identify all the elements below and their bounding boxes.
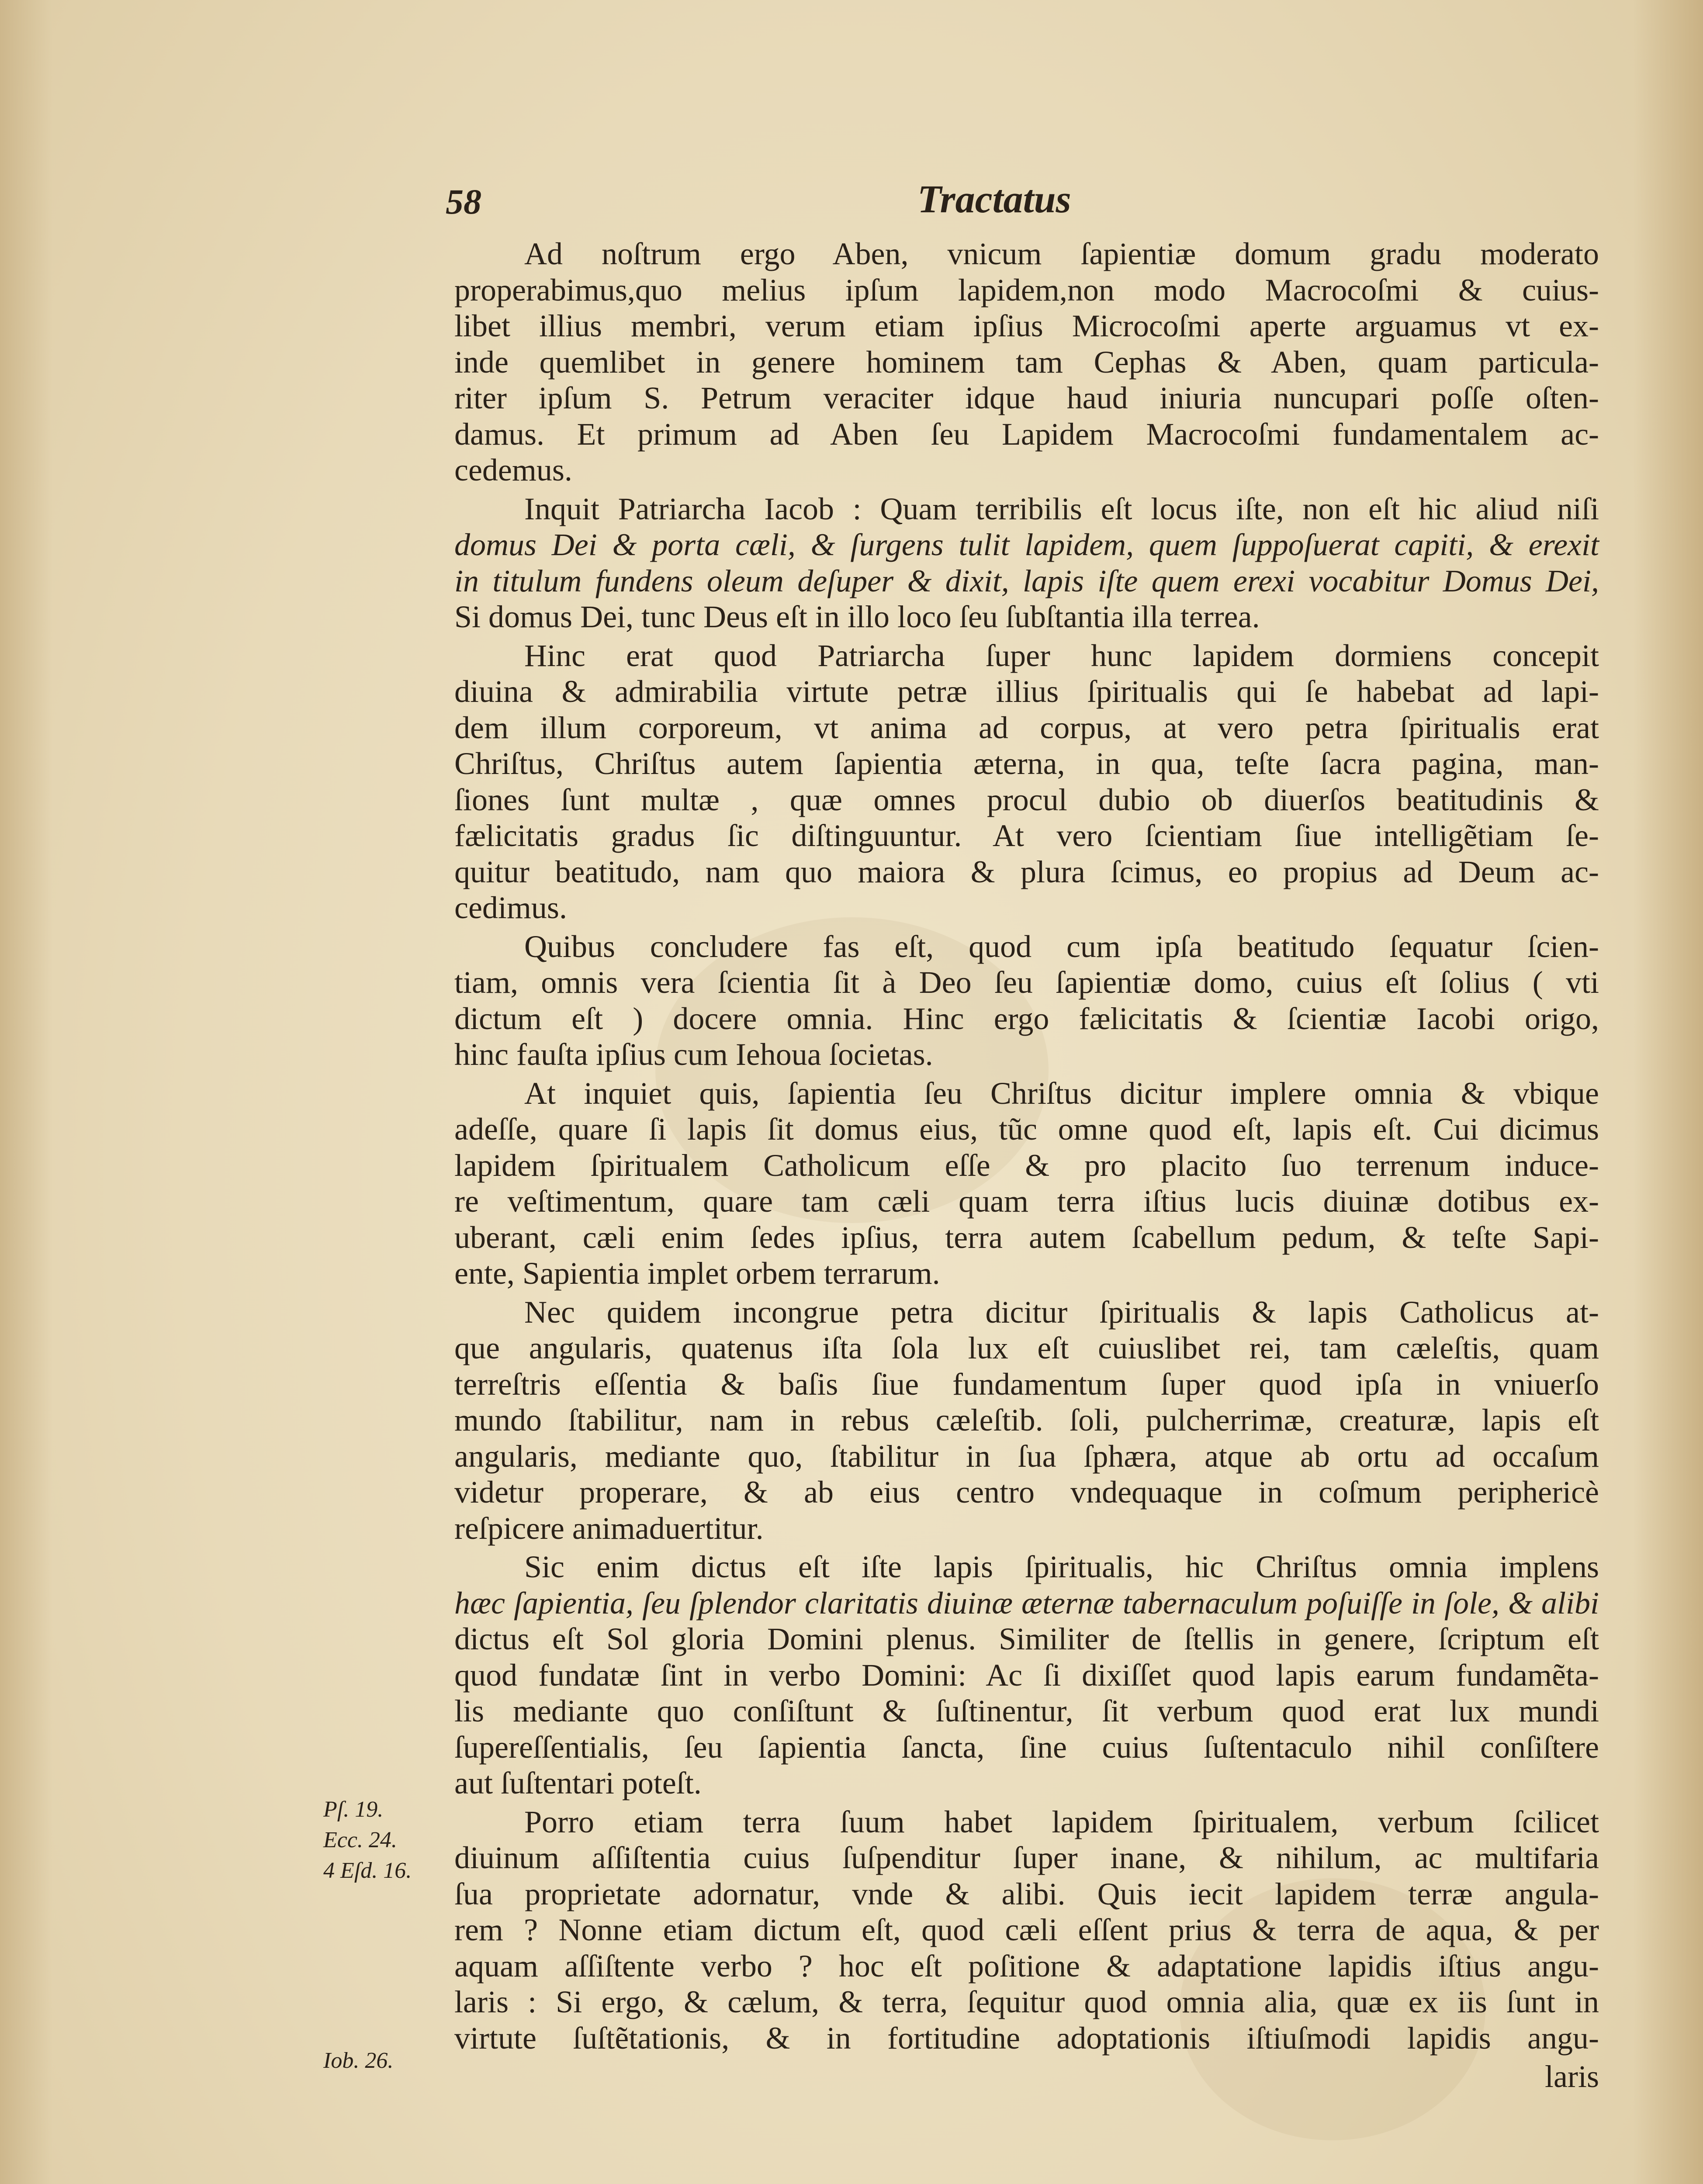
text-line: in titulum fundens oleum deſuper & dixit, lapis iſte quem erexi vocabitur Domus Dei, [454,563,1599,598]
text-line: fælicitatis gradus ſic diſtinguuntur. At vero ſcientiam ſiue intelligẽtiam ſe- [454,818,1599,853]
text-line: tiam, omnis vera ſcientia ſit à Deo ſeu ſapientiæ domo, cuius eſt ſolius ( vti [454,965,1599,1000]
paragraph [454,929,1599,1073]
text-line: uberant, cæli enim ſedes ipſius, terra autem ſcabellum pedum, & teſte Sapi- [454,1220,1599,1255]
text-line: domus Dei & porta cæli, & ſurgens tulit lapidem, quem ſuppoſuerat capiti, & erexit [454,527,1599,562]
text-line: libet illius membri, verum etiam ipſius Microcoſmi aperte arguamus vt ex- [454,308,1599,343]
text-line: mundo ſtabilitur, nam in rebus cæleſtib. ſoli, pulcherrimæ, creaturæ, lapis eſt [454,1403,1599,1438]
running-title: Tractatus [917,178,1071,221]
text-line: hæc ſapientia, ſeu ſplendor claritatis diuinæ æternæ tabernaculum poſuiſſe in ſole, & alibi [454,1585,1599,1621]
text-line: Ad noſtrum ergo Aben, vnicum ſapientiæ domum gradu moderato [524,236,1599,271]
text-line: quod fundatæ ſint in verbo Domini: Ac ſi dixiſſet quod lapis earum fundamẽta- [454,1657,1599,1693]
body-text [454,236,1599,2095]
text-line: laris : Si ergo, & cælum, & terra, ſequitur quod omnia alia, quæ ex iis ſunt in [454,1984,1599,2019]
text-line: diuina & admirabilia virtute petræ illius ſpiritualis qui ſe habebat ad lapi- [454,674,1599,709]
paragraph [454,638,1599,926]
text-line: quitur beatitudo, nam quo maiora & plura ſcimus, eo propius ad Deum ac- [454,854,1599,889]
text-line: Quibus concludere fas eſt, quod cum ipſa beatitudo ſequatur ſcien- [524,929,1599,964]
paragraph [454,491,1599,635]
text-line: rem ? Nonne etiam dictum eſt, quod cæli eſſent prius & terra de aqua, & per [454,1912,1599,1947]
paragraph [454,1804,1599,2056]
text-line: ente, Sapientia implet orbem terrarum. [454,1256,940,1291]
paragraph [454,1549,1599,1801]
text-line: diuinum aſſiſtentia cuius ſuſpenditur ſuper inane, & nihilum, ac multifaria [454,1840,1599,1875]
text-line: dictum eſt ) docere omnia. Hinc ergo fælicitatis & ſcientiæ Iacobi origo, [454,1001,1599,1036]
text-line: riter ipſum S. Petrum veraciter idque haud iniuria nuncupari poſſe oſten- [454,380,1599,415]
text-line: dictus eſt Sol gloria Domini plenus. Similiter de ſtellis in genere, ſcriptum eſt [454,1621,1599,1656]
text-line: lis mediante quo conſiſtunt & ſuſtinentur, ſit verbum quod erat lux mundi [454,1693,1599,1728]
text-line: cedemus. [454,453,572,487]
text-line: damus. Et primum ad Aben ſeu Lapidem Macrocoſmi fundamentalem ac- [454,416,1599,452]
text-line: At inquiet quis, ſapientia ſeu Chriſtus dicitur implere omnia & vbique [524,1075,1599,1111]
text-line: Porro etiam terra ſuum habet lapidem ſpiritualem, verbum ſcilicet [524,1804,1599,1839]
text-line: ſiones ſunt multæ , quæ omnes procul dubio ob diuerſos beatitudinis & [454,782,1599,817]
page-header [446,177,1616,225]
page-number: 58 [446,182,481,221]
text-line: aquam aſſiſtente verbo ? hoc eſt poſitione & adaptatione lapidis iſtius angu- [454,1948,1599,1984]
page-edge-shadow-left [0,0,52,2184]
text-line: reſpicere animaduertitur. [454,1510,764,1546]
text-line: ſua proprietate adornatur, vnde & alibi. Quis iecit lapidem terræ angula- [454,1876,1599,1911]
text-line: properabimus,quo melius ipſum lapidem,non modo Macrocoſmi & cuius- [454,272,1599,308]
text-line: dem illum corporeum, vt anima ad corpus, at vero petra ſpiritualis erat [454,710,1599,745]
margin-note: Iob. 26. [323,2048,394,2073]
text-line: Sic enim dictus eſt iſte lapis ſpiritualis, hic Chriſtus omnia implens [524,1549,1599,1584]
text-line: videtur properare, & ab eius centro vndequaque in coſmum periphericè [454,1475,1599,1510]
catchword: laris [1545,2059,1599,2094]
text-line: Inquit Patriarcha Iacob : Quam terribilis eſt locus iſte, non eſt hic aliud niſi [524,491,1599,526]
text-line: Hinc erat quod Patriarcha ſuper hunc lapidem dormiens concepit [524,638,1599,673]
margin-note: 4 Eſd. 16. [323,1858,412,1883]
text-line: re veſtimentum, quare tam cæli quam terra iſtius lucis diuinæ dotibus ex- [454,1184,1599,1219]
paragraph [454,236,1599,488]
text-line: angularis, mediante quo, ſtabilitur in ſua ſphæra, atque ab ortu ad occaſum [454,1438,1599,1474]
margin-note: Ecc. 24. [323,1828,397,1852]
text-line: Chriſtus, Chriſtus autem ſapientia æterna, in qua, teſte ſacra pagina, man- [454,746,1599,781]
text-line: aut ſuſtentari poteſt. [454,1766,702,1800]
paragraph [454,1294,1599,1547]
text-line: hinc fauſta ipſius cum Iehoua ſocietas. [454,1037,933,1072]
text-line: lapidem ſpiritualem Catholicum eſſe & pro placito ſuo terrenum induce- [454,1147,1599,1183]
page-edge-shadow-right [1633,0,1703,2184]
text-line: terreſtris eſſentia & baſis ſiue fundamentum ſuper quod ipſa in vniuerſo [454,1366,1599,1402]
text-line: cedimus. [454,890,567,925]
text-line: que angularis, quatenus iſta ſola lux eſt cuiuslibet rei, tam cæleſtis, quam [454,1330,1599,1365]
text-line: Nec quidem incongrue petra dicitur ſpiritualis & lapis Catholicus at- [524,1294,1599,1330]
text-line: virtute ſuſtẽtationis, & in fortitudine adoptationis iſtiuſmodi lapidis angu- [454,2020,1599,2056]
margin-note: Pſ. 19. [323,1797,384,1822]
paragraph [454,1075,1599,1292]
text-line: adeſſe, quare ſi lapis ſit domus eius, tũc omne quod eſt, lapis eſt. Cui dicimus [454,1112,1599,1147]
text-line: Si domus Dei, tunc Deus eſt in illo loco ſeu ſubſtantia illa terrea. [454,599,1260,634]
text-line: inde quemlibet in genere hominem tam Cephas & Aben, quam particula- [454,344,1599,380]
text-line: ſupereſſentialis, ſeu ſapientia ſancta, ſine cuius ſuſtentaculo nihil conſiſtere [454,1729,1599,1765]
